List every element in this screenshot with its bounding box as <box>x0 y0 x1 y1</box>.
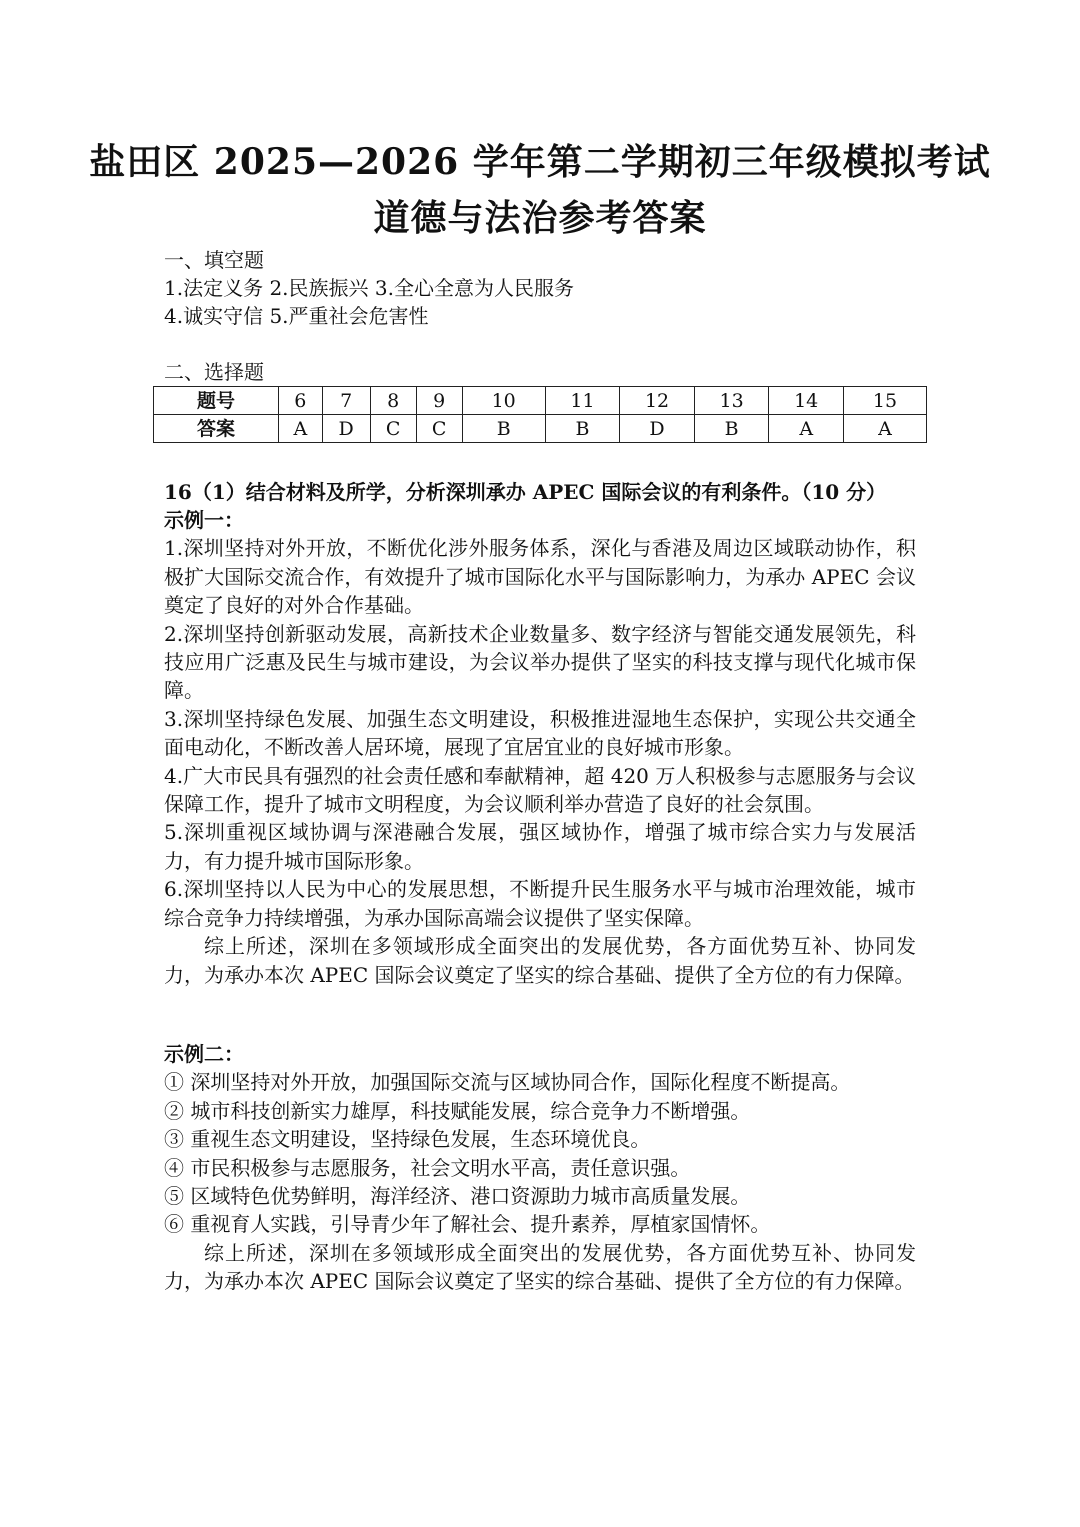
table-cell-number: 9 <box>416 387 462 415</box>
table-cell-answer: A <box>844 415 927 443</box>
table-cell-number: 7 <box>322 387 370 415</box>
example-two-point: ④ 市民积极参与志愿服务，社会文明水平高，责任意识强。 <box>164 1155 691 1180</box>
example-one-summary: 综上所述，深圳在多领域形成全面突出的发展优势，各方面优势互补、协同发力，为承办本次 APEC 国际会议奠定了坚实的综合基础、提供了全方位的有力保障。 <box>164 934 916 987</box>
example-two-point: ⑤ 区域特色优势鲜明，海洋经济、港口资源助力城市高质量发展。 <box>164 1184 751 1209</box>
example-two-point: ⑥ 重视育人实践，引导青少年了解社会、提升素养，厚植家国情怀。 <box>164 1212 771 1237</box>
example-one-point: 6.深圳坚持以人民为中心的发展思想，不断提升民生服务水平与城市治理效能，城市综合竞争力持续增强，为承办国际高端会议提供了坚实保障。 <box>164 877 916 930</box>
table-cell-number: 14 <box>769 387 844 415</box>
table-cell-answer: B <box>694 415 769 443</box>
example-two-summary: 综上所述，深圳在多领域形成全面突出的发展优势，各方面优势互补、协同发力，为承办本次 APEC 国际会议奠定了坚实的综合基础、提供了全方位的有力保障。 <box>164 1240 916 1294</box>
choice-answer-table <box>153 386 927 443</box>
example-two-label: 示例二： <box>164 1042 244 1066</box>
table-cell-answer: D <box>322 415 370 443</box>
table-cell-answer: A <box>769 415 844 443</box>
table-cell-number: 13 <box>694 387 769 415</box>
table-cell-answer: D <box>620 415 695 443</box>
table-cell-number: 11 <box>545 387 620 415</box>
table-cell-answer: C <box>370 415 416 443</box>
fill-blank-answers-line1: 1.法定义务 2.民族振兴 3.全心全意为人民服务 <box>164 276 574 300</box>
example-two-point: ① 深圳坚持对外开放，加强国际交流与区域协同合作，国际化程度不断提高。 <box>164 1070 851 1095</box>
question-16-prompt: 16（1）结合材料及所学，分析深圳承办 APEC 国际会议的有利条件。（10 分） <box>164 480 887 504</box>
section1-heading: 一、填空题 <box>164 248 264 272</box>
table-cell-answer: B <box>545 415 620 443</box>
table-header-number: 题号 <box>154 387 279 415</box>
example-one-point: 3.深圳坚持绿色发展、加强生态文明建设，积极推进湿地生态保护，实现公共交通全面电动化，不断改善人居环境，展现了宜居宜业的良好城市形象。 <box>164 706 916 760</box>
example-two-point: ③ 重视生态文明建设，坚持绿色发展，生态环境优良。 <box>164 1127 651 1152</box>
table-cell-number: 12 <box>620 387 695 415</box>
document-title-line1: 盐田区 2025—2026 学年第二学期初三年级模拟考试 <box>89 141 991 183</box>
example-one-point: 1.深圳坚持对外开放，不断优化涉外服务体系，深化与香港及周边区域联动协作，积极扩大国际交流合作，有效提升了城市国际化水平与国际影响力，为承办 APEC 会议奠定了良好的对外合作基础。 <box>164 536 916 618</box>
example-one-point: 4.广大市民具有强烈的社会责任感和奉献精神，超 420 万人积极参与志愿服务与会议保障工作，提升了城市文明程度，为会议顺利举办营造了良好的社会氛围。 <box>164 763 916 817</box>
fill-blank-answers-line2: 4.诚实守信 5.严重社会危害性 <box>164 304 429 328</box>
table-cell-answer: B <box>462 415 545 443</box>
table-row-question-numbers <box>154 387 927 415</box>
table-cell-number: 10 <box>462 387 545 415</box>
table-cell-number: 15 <box>844 387 927 415</box>
table-cell-number: 8 <box>370 387 416 415</box>
example-two-block <box>164 1040 916 1296</box>
table-cell-number: 6 <box>279 387 323 415</box>
document-title-line2: 道德与法治参考答案 <box>373 197 707 239</box>
table-row-answers <box>154 415 927 443</box>
example-one-label: 示例一： <box>164 508 244 532</box>
table-header-answer: 答案 <box>154 415 279 443</box>
example-one-point: 2.深圳坚持创新驱动发展，高新技术企业数量多、数字经济与智能交通发展领先，科技应用广泛惠及民生与城市建设，为会议举办提供了坚实的科技支撑与现代化城市保障。 <box>164 621 916 703</box>
example-one-block <box>164 506 916 989</box>
table-cell-answer: C <box>416 415 462 443</box>
section2-heading: 二、选择题 <box>164 360 264 384</box>
example-two-point: ② 城市科技创新实力雄厚，科技赋能发展，综合竞争力不断增强。 <box>164 1098 751 1123</box>
table-cell-answer: A <box>279 415 323 443</box>
example-one-point: 5.深圳重视区域协调与深港融合发展，强区域协作，增强了城市综合实力与发展活力，有力提升城市国际形象。 <box>164 820 916 873</box>
